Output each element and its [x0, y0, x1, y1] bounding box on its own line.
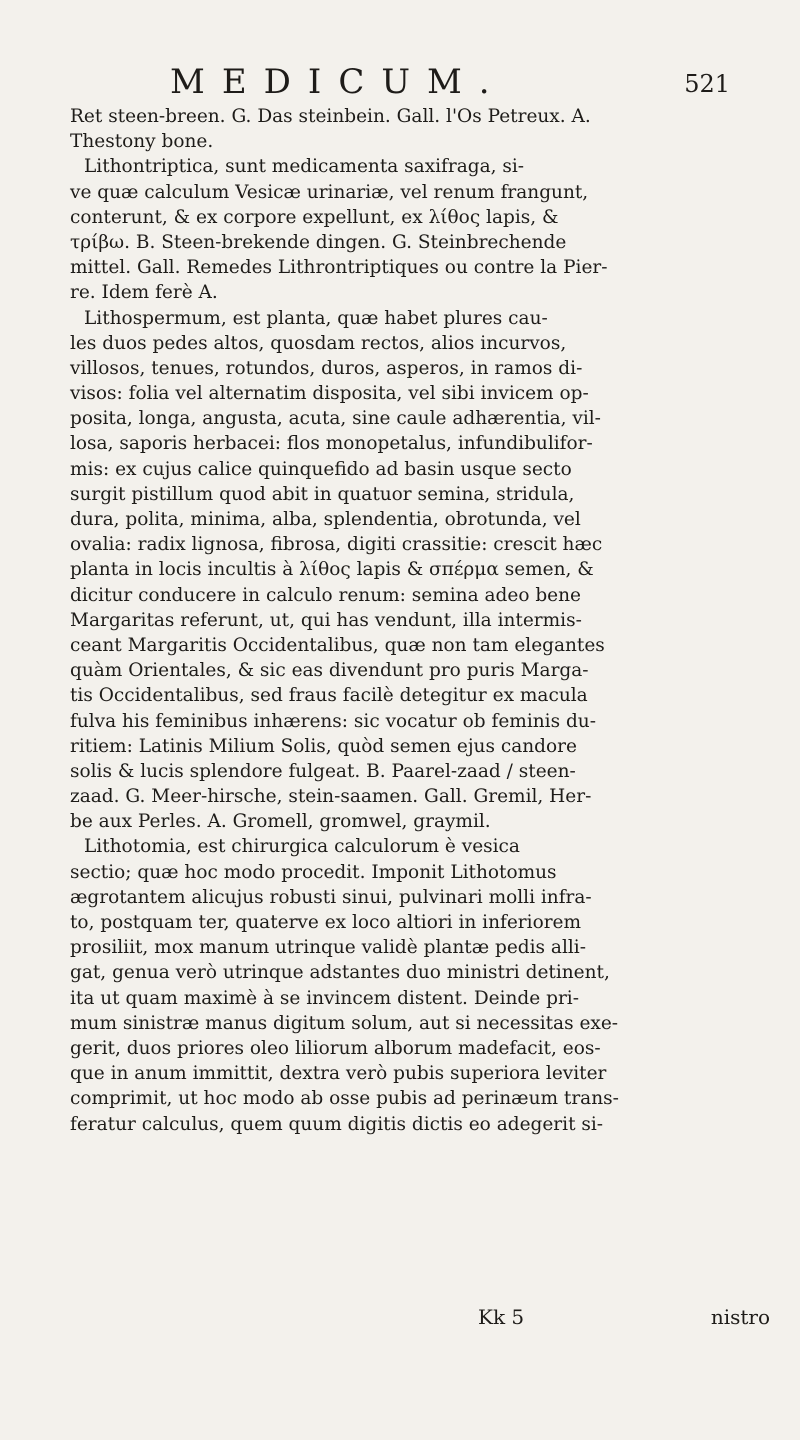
body-text — [70, 104, 770, 1137]
text-line: zaad. G. Meer-hirsche, stein-saamen. Gall. Gremil, Her- — [70, 786, 592, 808]
text-line: losa, saporis herbacei: flos monopetalus, infundibulifor- — [70, 433, 593, 455]
text-line: prosiliit, mox manum utrinque validè plantæ pedis alli- — [70, 937, 586, 959]
text-line: ovalia: radix lignosa, fibrosa, digiti crassitie: crescit hæc — [70, 534, 603, 556]
text-line: quàm Orientales, & sic eas divendunt pro puris Marga- — [70, 660, 589, 682]
text-line: planta in locis incultis à λίθος lapis & σπέρμα semen, & — [70, 559, 594, 581]
text-line: Lithontriptica, sunt medicamenta saxifraga, si- — [84, 156, 525, 178]
text-line: surgit pistillum quod abit in quatuor semina, stridula, — [70, 483, 575, 505]
text-line: gat, genua verò utrinque adstantes duo ministri detinent, — [70, 962, 610, 984]
text-line: mittel. Gall. Remedes Lithrontriptiques ou contre la Pier- — [70, 257, 608, 279]
text-line: mum sinistræ manus digitum solum, aut si necessitas exe- — [70, 1012, 619, 1034]
text-line: dura, polita, minima, alba, splendentia, obrotunda, vel — [70, 509, 581, 530]
text-line: les duos pedes altos, quosdam rectos, alios incurvos, — [70, 332, 567, 354]
text-line: Lithotomia, est chirurgica calculorum è vesica — [84, 836, 520, 858]
text-line: Ret steen-breen. G. Das steinbein. Gall. l'Os Petreux. A. — [70, 106, 591, 127]
text-line: re. Idem ferè A. — [70, 282, 218, 304]
running-title: MEDICUM. — [170, 62, 507, 102]
text-line: ritiem: Latinis Milium Solis, quòd semen ejus candore — [70, 735, 577, 757]
page-header — [170, 62, 730, 102]
text-line: ægrotantem alicujus robusti sinui, pulvinari molli infra- — [70, 886, 592, 908]
catchword: nistro — [710, 1305, 770, 1329]
text-line: mis: ex cujus calice quinquefido ad basin usque secto — [70, 458, 572, 480]
text-line: dicitur conducere in calculo renum: semina adeo bene — [70, 584, 581, 606]
text-line: gerit, duos priores oleo liliorum alborum madefacit, eos- — [70, 1037, 601, 1059]
text-line: solis & lucis splendore fulgeat. B. Paarel-zaad / steen- — [70, 760, 576, 782]
text-line: Margaritas referunt, ut, qui has vendunt, illa intermis- — [70, 609, 582, 631]
text-line: ita ut quam maximè à se invincem distent. Deinde pri- — [70, 987, 579, 1009]
page-number: 521 — [684, 70, 730, 98]
text-line: villosos, tenues, rotundos, duros, asperos, in ramos di- — [70, 357, 583, 379]
text-line: to, postquam ter, quaterve ex loco altiori in inferiorem — [70, 912, 582, 933]
text-line: tis Occidentalibus, sed fraus facilè detegitur ex macula — [70, 685, 588, 707]
text-line: sectio; quæ hoc modo procedit. Imponit Lithotomus — [70, 861, 557, 883]
text-line: comprimit, ut hoc modo ab osse pubis ad perinæum trans- — [70, 1088, 619, 1110]
text-line: feratur calculus, quem quum digitis dictis eo adegerit si- — [70, 1113, 604, 1135]
text-line: visos: folia vel alternatim disposita, vel sibi invicem op- — [70, 383, 589, 405]
page-footer — [70, 1304, 770, 1330]
text-line: que in anum immittit, dextra verò pubis superiora leviter — [70, 1063, 607, 1085]
text-line: τρίβω. B. Steen-brekende dingen. G. Steinbrechende — [70, 231, 567, 253]
text-line: fulva his feminibus inhærens: sic vocatur ob feminis du- — [70, 710, 596, 732]
text-line: Lithospermum, est planta, quæ habet plures cau- — [84, 307, 548, 329]
text-line: posita, longa, angusta, acuta, sine caule adhærentia, vil- — [70, 408, 601, 430]
text-line: ve quæ calculum Vesicæ urinariæ, vel renum frangunt, — [70, 181, 589, 203]
text-line: be aux Perles. A. Gromell, gromwel, graymil. — [70, 811, 491, 833]
signature-mark: Kk 5 — [478, 1305, 525, 1329]
text-line: Thestony bone. — [70, 131, 214, 153]
text-line: conterunt, & ex corpore expellunt, ex λίθος lapis, & — [70, 206, 559, 228]
text-line: ceant Margaritis Occidentalibus, quæ non tam elegantes — [70, 634, 605, 656]
